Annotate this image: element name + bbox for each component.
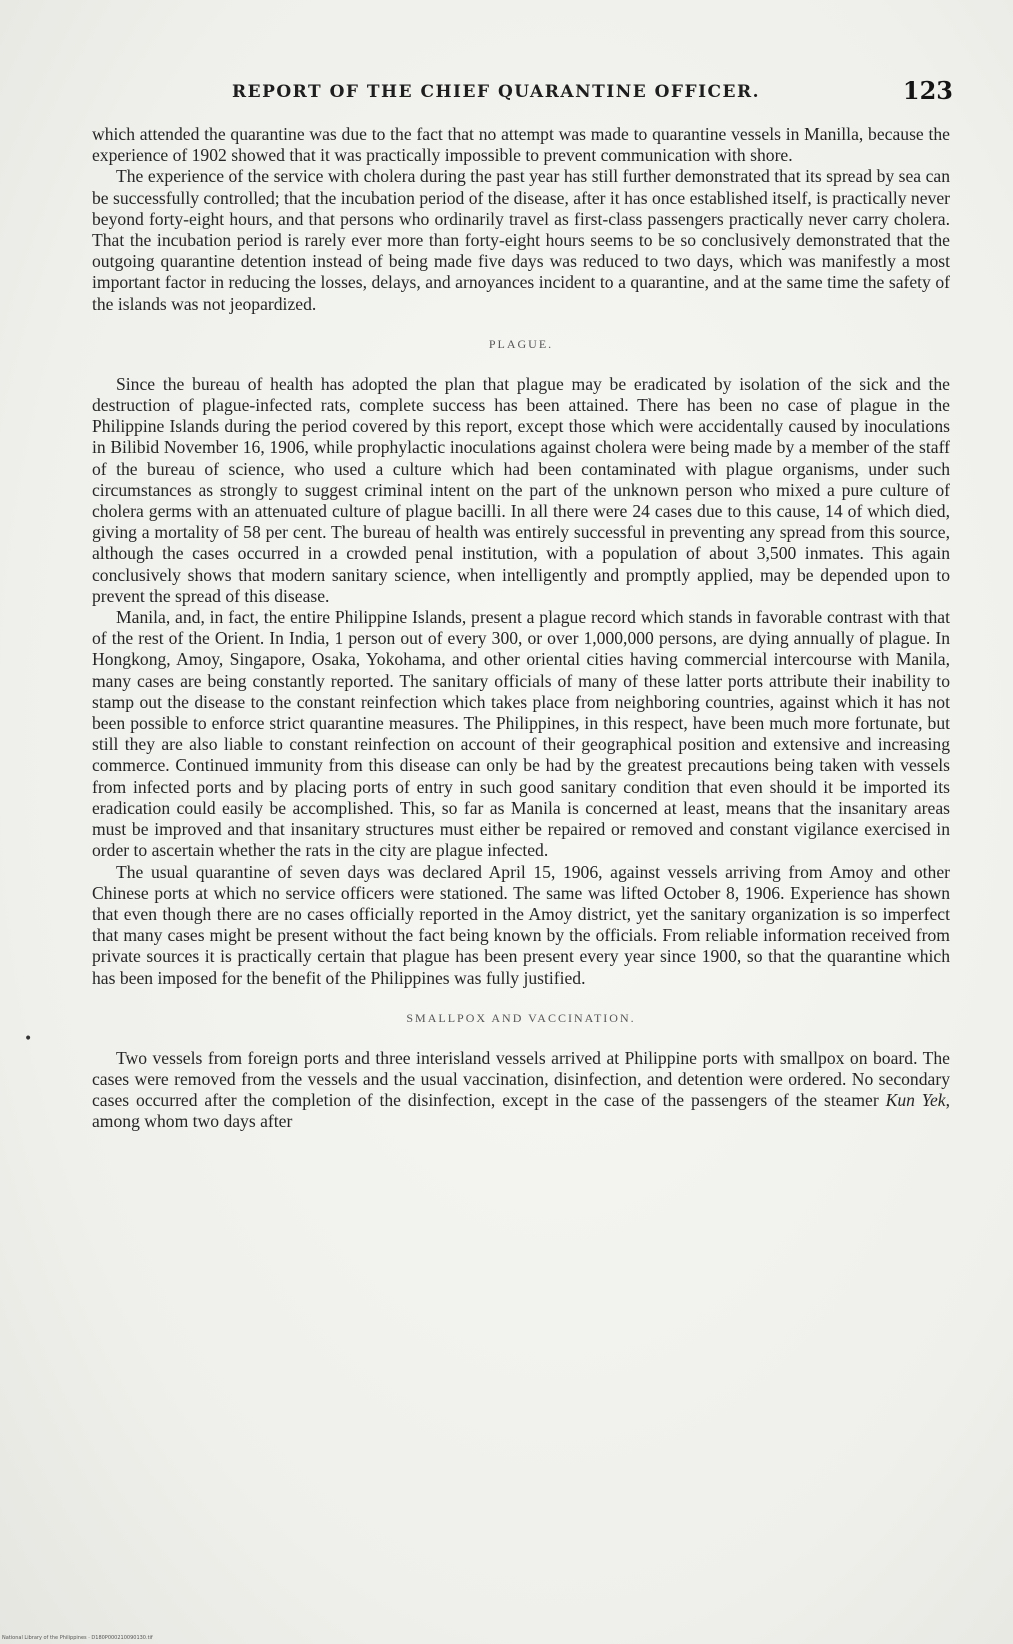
paragraph-plague-bilibid: Since the bureau of health has adopted the plan that plague may be eradicated by isolation of the sick and the destruction of plague-infected rats, complete success has been attained. There has been no case of plague in the Philippine Islands during the period covered by this report, except those which were accidentally caused by inoculations in Bilibid November 16, 1906, while prophylactic inoculations against cholera were being made by a member of the staff of the bureau of science, who used a culture which had been contaminated with plague organisms, under such circumstances as strongly to suggest criminal intent on the part of the unknown person who mixed a pure culture of cholera germs with an attenuated culture of plague bacilli. In all there were 24 cases due to this cause, 14 of which died, giving a mortality of 58 per cent. The bureau of health was entirely successful in preventing any spread from this source, although the cases occurred in a crowded penal institution, with a population of about 3,500 inmates. This again conclusively shows that modern sanitary science, when intelligently and promptly applied, may be depended upon to prevent the spread of this disease. — [92, 373, 950, 606]
paragraph-smallpox-text-end: , among whom two days after — [92, 1090, 950, 1132]
page-number: 123 — [902, 76, 953, 105]
margin-mark: • — [24, 1031, 33, 1047]
body-text — [92, 124, 950, 1133]
paragraph-smallpox-text: Two vessels from foreign ports and three interisland vessels arrived at Philippine ports with smallpox on board. The cases were removed from the vessels and the usual vaccination, disinfection, and detention were ordered. No secondary cases occurred after the completion of the disinfection, except in the case of the passengers of the steamer — [92, 1047, 950, 1111]
paragraph-cholera-continued: which attended the quarantine was due to the fact that no attempt was made to quarantine vessels in Manilla, because the experience of 1902 showed that it was practically impossible to prevent communication with shore. — [92, 124, 950, 166]
steamer-name: Kun Yek — [885, 1090, 946, 1111]
paragraph-cholera-experience: The experience of the service with cholera during the past year has still further demonstrated that its spread by sea can be successfully controlled; that the incubation period of the disease, after it has once established itself, is practically never beyond forty-eight hours, and that persons who ordinarily travel as first-class passengers practically never carry cholera. That the incubation period is rarely ever more than forty-eight hours seems to be so conclusively demonstrated that the outgoing quarantine detention instead of being made five days was reduced to two days, which was manifestly a most important factor in reducing the losses, delays, and arnoyances incident to a quarantine, and at the same time the safety of the islands was not jeopardized. — [92, 166, 950, 314]
running-title: REPORT OF THE CHIEF QUARANTINE OFFICER. — [232, 82, 761, 102]
section-heading-smallpox: SMALLPOX AND VACCINATION. — [406, 1010, 636, 1025]
paragraph-smallpox — [92, 1048, 950, 1133]
paragraph-plague-quarantine: The usual quarantine of seven days was declared April 15, 1906, against vessels arriving from Amoy and other Chinese ports at which no service officers were stationed. The same was lifted October 8, 1906. Experience has shown that even though there are no cases officially reported in the Amoy district, yet the sanitary organization is so imperfect that many cases might be present without the fact being known by the officials. From reliable information received from private sources it is practically certain that plague has been present every year since 1900, so that the quarantine which has been imposed for the benefit of the Philippines was fully justified. — [92, 861, 950, 988]
section-heading-plague: PLAGUE. — [488, 336, 554, 351]
page-header — [92, 76, 953, 116]
paragraph-plague-record: Manila, and, in fact, the entire Philippine Islands, present a plague record which stands in favorable contrast with that of the rest of the Orient. In India, 1 person out of every 300, or over 1,000,000 persons, are dying annually of plague. In Hongkong, Amoy, Singapore, Osaka, Yokohama, and other oriental cities having commercial intercourse with Manila, many cases are being constantly reported. The sanitary officials of many of these latter ports attribute their inability to stamp out the disease to the constant reinfection which takes place from neighboring countries, against which it has not been possible to enforce strict quarantine measures. The Philippines, in this respect, have been much more fortunate, but still they are also liable to constant reinfection on account of their geographical position and extensive and increasing commerce. Continued immunity from this disease can only be had by the greatest precautions being taken with vessels from infected ports and by placing ports of entry in such good sanitary condition that even should it be imported its eradication could easily be accomplished. This, so far as Manila is concerned at least, means that the insanitary areas must be improved and that insanitary structures must either be repaired or removed and constant vigilance exercised in order to ascertain whether the rats in the city are plague infected. — [92, 607, 950, 861]
scan-footer: National Library of the Philippines · D180P000210090130.tif — [2, 1635, 153, 1641]
